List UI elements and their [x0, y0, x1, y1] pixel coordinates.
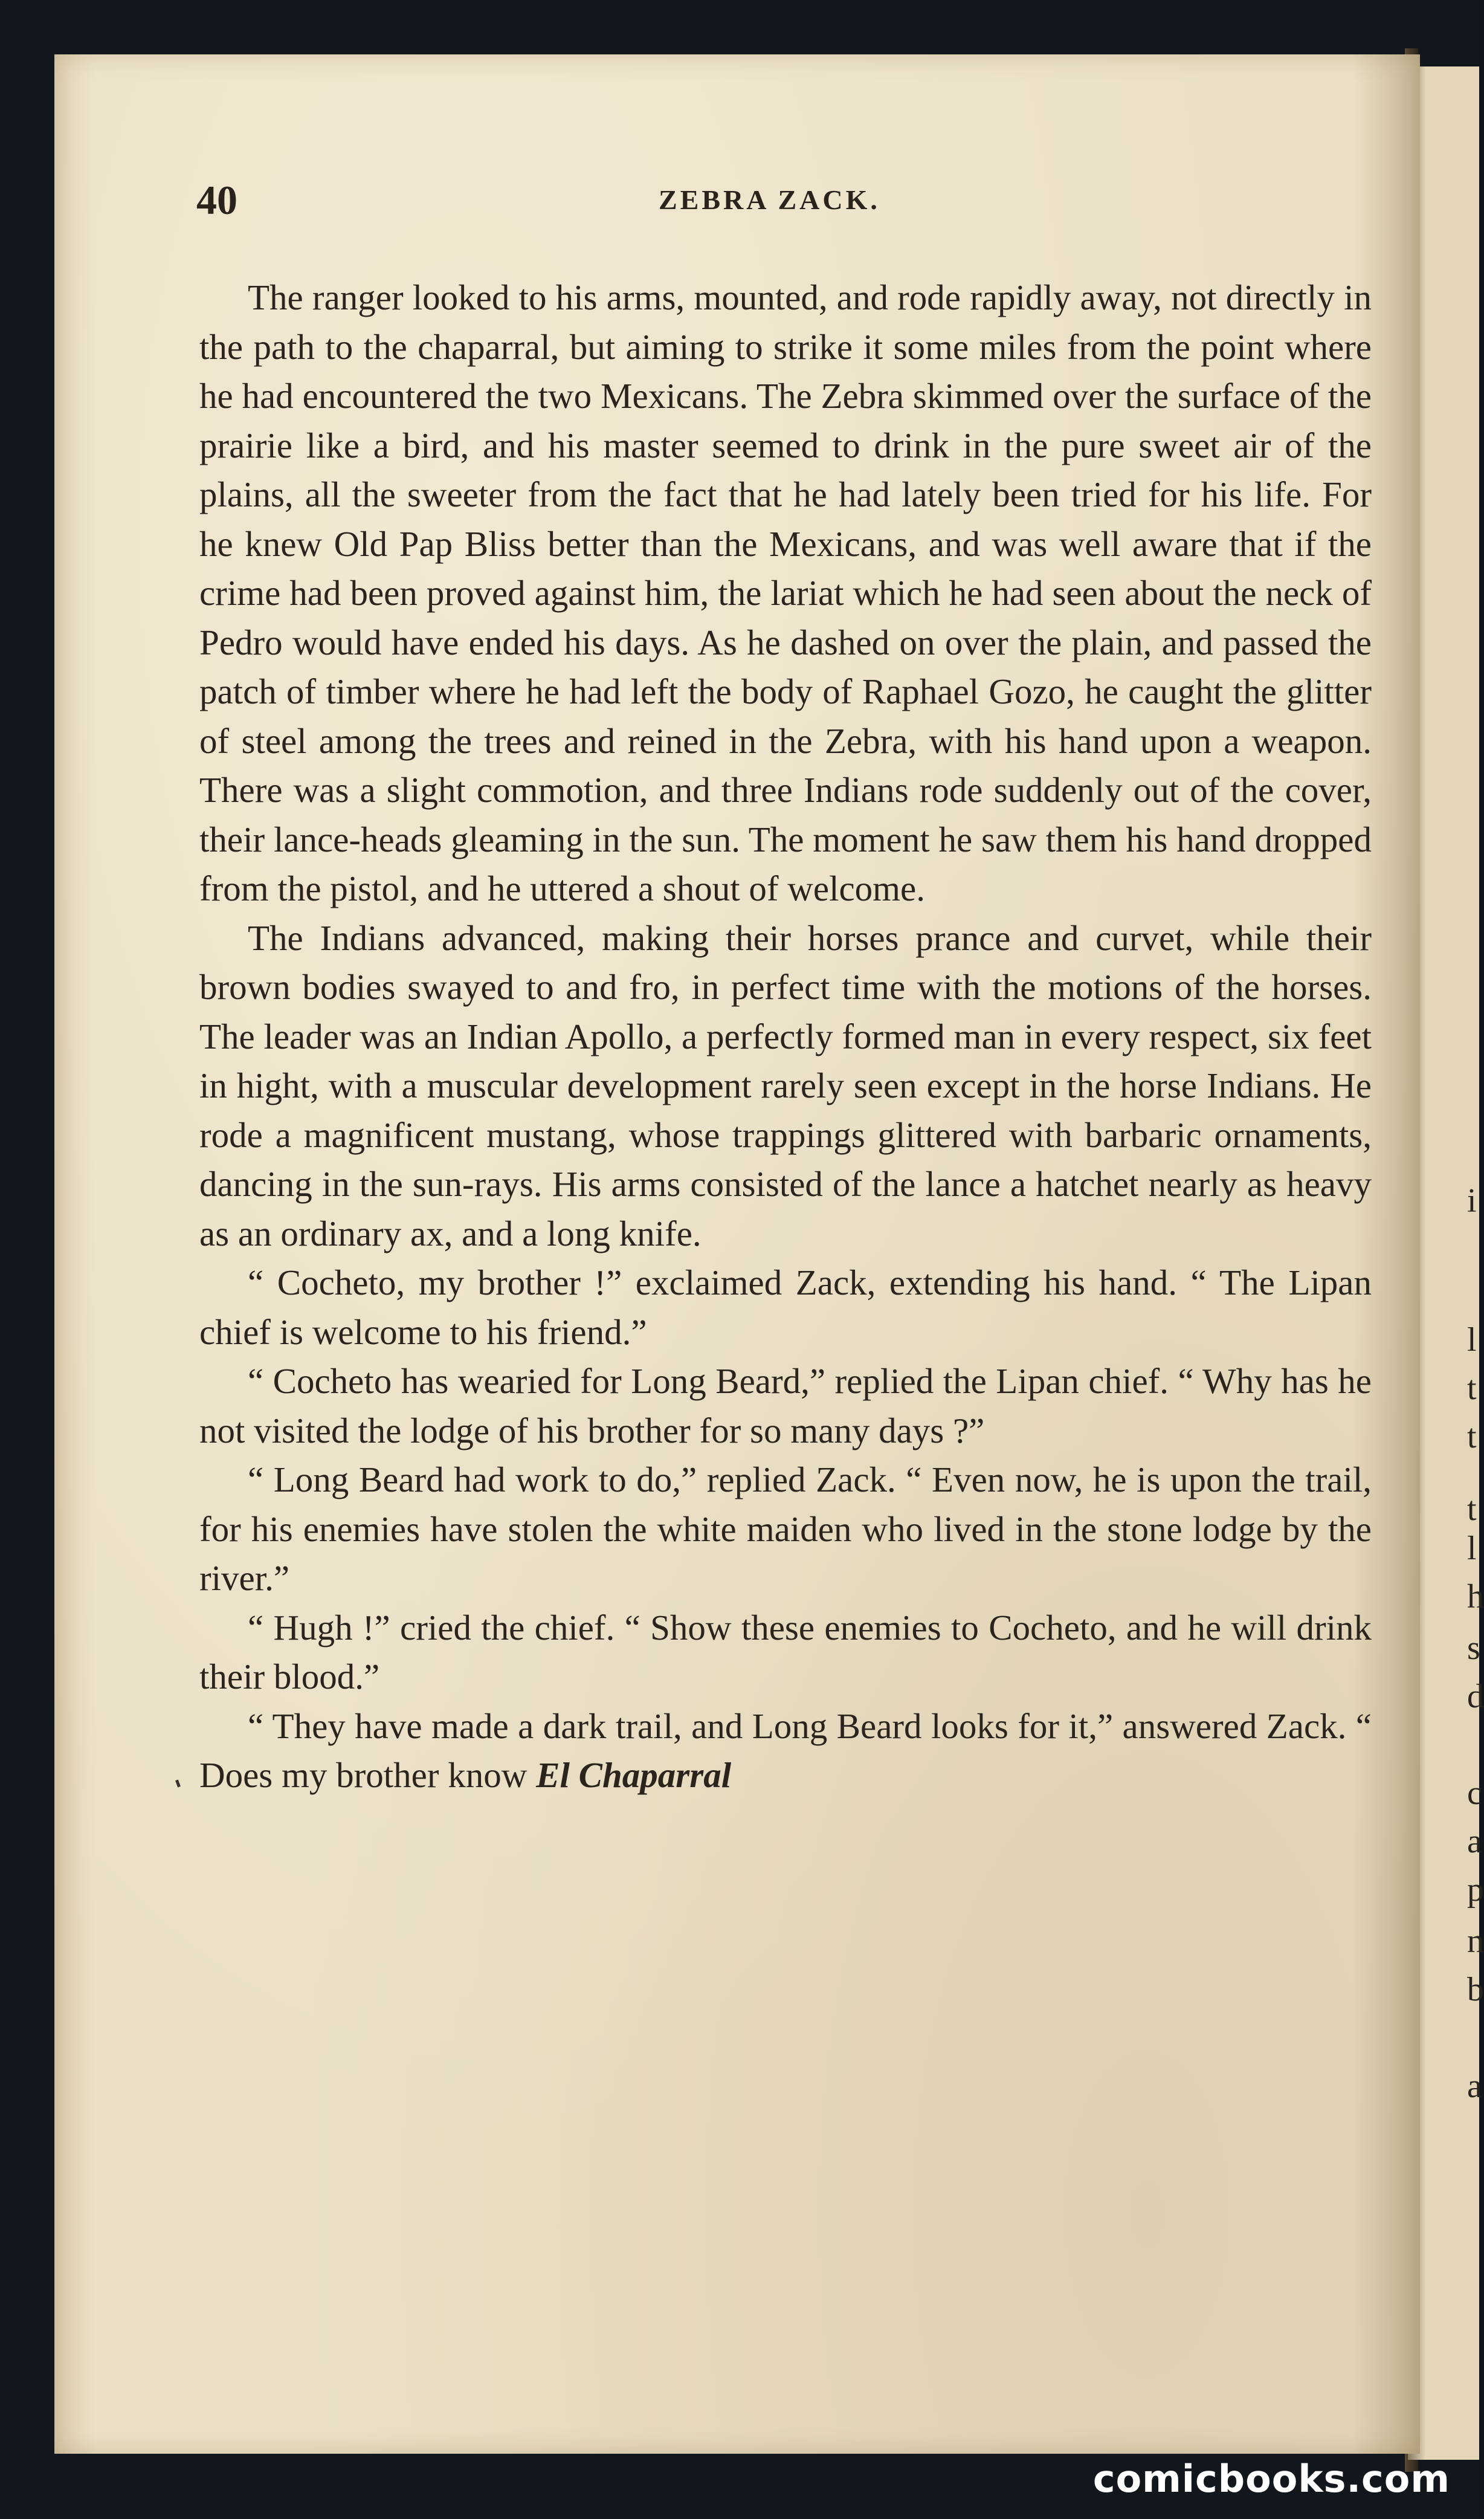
paragraph-7-text: “ They have made a dark trail, and Long Beard looks for it,” answered Zack. “ Does my brother know	[199, 1706, 1372, 1795]
facing-page-letter: p	[1467, 1871, 1484, 1909]
facing-page-letter: b	[1467, 1971, 1484, 2008]
facing-page-letter: n	[1467, 1922, 1484, 1960]
facing-page-letter: a	[1467, 1823, 1482, 1860]
page-body-text	[199, 273, 1372, 1800]
facing-page-letter: d	[1467, 1678, 1484, 1715]
facing-page-letter: l	[1467, 1321, 1477, 1359]
paragraph-7	[199, 1702, 1372, 1800]
running-head: ZEBRA ZACK.	[659, 184, 880, 215]
facing-page-letter: t	[1467, 1490, 1477, 1528]
paragraph-5: “ Long Beard had work to do,” replied Zack. “ Even now, he is upon the trail, for his enemies have stolen the white maiden who lived in the stone lodge by the river.”	[199, 1460, 1372, 1598]
paragraph-6: “ Hugh !” cried the chief. “ Show these enemies to Cocheto, and he will drink their blood.”	[199, 1607, 1372, 1696]
facing-page-letter: t	[1467, 1418, 1477, 1455]
facing-page-letter: t	[1467, 1369, 1477, 1407]
paragraph-1: The ranger looked to his arms, mounted, and rode rapidly away, not directly in the path to the chaparral, but aiming to strike it some miles from the point where he had encountered the two Mexicans. The Zebra skimmed over the surface of the prairie like a bird, and his master seemed to drink in the pure sweet air of the plains, all the sweeter from the fact that he had lately been tried for his life. For he knew Old Pap Bliss better than the Mexicans, and was well aware that if the crime had been proved against him, the lariat which he had seen about the neck of Pedro would have ended his days. As he dashed on over the plain, and passed the patch of timber where he had left the body of Raphael Gozo, he caught the glitter of steel among the trees and reined in the Zebra, with his hand upon a weapon. There was a slight commotion, and three Indians rode suddenly out of the cover, their lance-heads gleaming in the sun. The moment he saw them his hand dropped from the pistol, and he uttered a shout of welcome.	[199, 277, 1372, 908]
watermark: comicbooks.com	[1092, 2457, 1450, 2501]
facing-page-letter: l	[1467, 1530, 1477, 1567]
facing-page-letter: h	[1467, 1578, 1484, 1615]
page-number: 40	[196, 177, 237, 223]
paragraph-7-italic: El Chaparral	[536, 1755, 732, 1795]
facing-page-letter: i	[1467, 1182, 1477, 1220]
facing-page-letter: s	[1467, 1629, 1480, 1667]
paragraph-2: The Indians advanced, making their horses prance and curvet, while their brown bodies swayed to and fro, in perfect time with the motions of the horses. The leader was an Indian Apollo, a perfectly formed man in every respect, six feet in hight, with a muscular development rarely seen except in the horse Indians. He rode a magnificent mustang, whose trappings glittered with barbaric ornaments, dancing in the sun-rays. His arms consisted of the lance a hatchet nearly as heavy as an ordinary ax, and a long knife.	[199, 917, 1372, 1253]
facing-page-letter: a	[1467, 2068, 1482, 2105]
paragraph-3: “ Cocheto, my brother !” exclaimed Zack, extending his hand. “ The Lipan chief is welcome to his friend.”	[199, 1263, 1372, 1352]
paragraph-4: “ Cocheto has wearied for Long Beard,” replied the Lipan chief. “ Why has he not visited the lodge of his brother for so many days ?”	[199, 1361, 1372, 1450]
facing-page-letter: c	[1467, 1774, 1482, 1812]
